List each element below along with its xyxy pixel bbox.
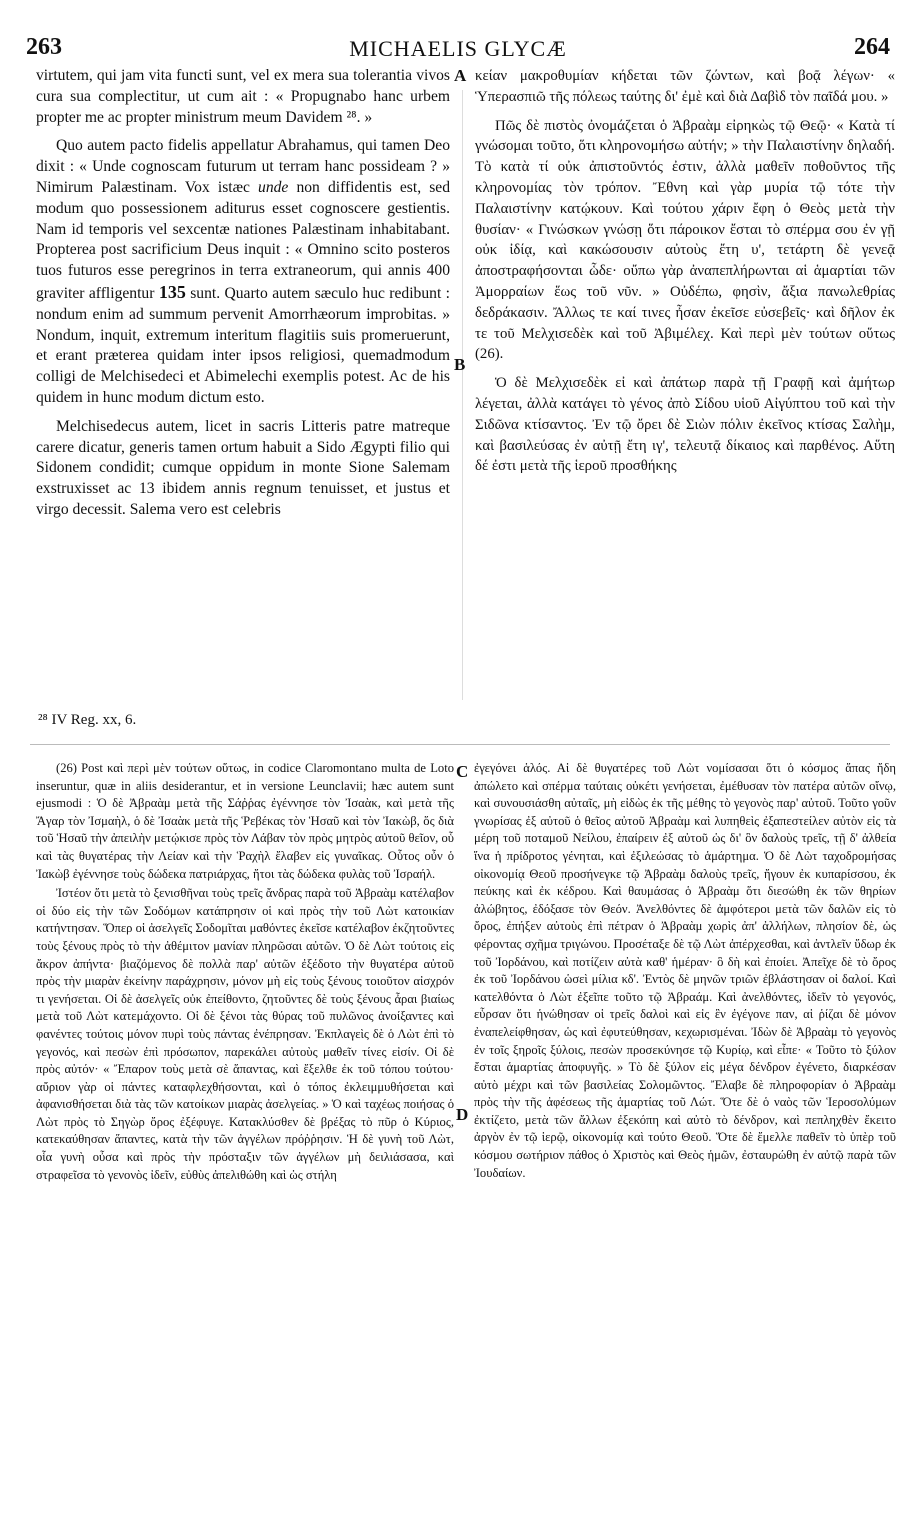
latin-column	[36, 66, 450, 702]
latin-p2-text-a: Quo autem pacto fidelis appellatur Abrahamus, qui tamen Deo dixit : « Unde cognoscam futurum ut terram hanc possideam ? » Nimirum Palæstinam. Vox istæc	[36, 137, 450, 196]
margin-letter-a: A	[454, 66, 467, 85]
latin-p2-text-c: sunt. Quarto autem sæculo huc redibunt : nondum enim ad summum pervenit Amorrhæorum improbitas. » Nondum, inquit, extremum interitum flagitiis suis promeruerunt, et erant præterea quidam inter ipsos religiosi, quemadmodum colligi de Melchisedeci et Abimelechi exemplis potest. Ac de his quidem in hunc modum dictum esto.	[36, 284, 450, 406]
latin-p2-italic-word: unde	[258, 178, 289, 196]
latin-p2-text-b: non diffidentis est, sed modum quo possessionem aditurus esset cognoscere gestientis. Nam id temporis vel sexcentæ nationes Palæstinam inhabitabant. Propterea post sacrificium Deus inquit : « Omnino scito posteros tuos futuros esse peregrinos in terra extraneorum, qui annis 400 graviter affligentur	[36, 178, 450, 302]
note-paragraph-1: (26) Post καὶ περὶ μὲν τούτων οὕτως, in codice Claromontano multa de Loto inseruntur, quæ in aliis desiderantur, et in versione Leunclavii; hæc autem sunt ejusmodi : Ὁ δὲ Ἀβραὰμ μετὰ τῆς Σάῤῥας ἐγέννησε τὸν Ἰσαὰκ, καὶ μετὰ τῆς Ἄγαρ τὸν Ἰσμαὴλ, ὁ δὲ Ἰσαὰκ μετὰ τῆς Ῥεβέκας τὸν Ἡσαῦ καὶ τὸν Ἰακὼβ, ὅς διὰ τοῦ Ἡσαῦ τὴν ἀπειλὴν μετῴκισε πρὸς τὸν Λάβαν τὸν πρὸς μητρὸς αὐτοῦ θεῖον, οὗ καὶ τὰς θυγατέρας τὴν Λείαν καὶ τὴν Ῥαχὴλ ἔλαβεν εἰς γυναῖκας. Οὗτος οὖν ὁ Ἰακὼβ ἐγέννησε τοὺς δώδεκα πατριάρχας, ἤτοι τὰς δώδεκα φυλὰς τοῦ Ἰσραήλ.	[36, 761, 454, 881]
footnote: ²⁸ IV Reg. xx, 6.	[38, 712, 137, 728]
column-number: 135	[158, 281, 186, 302]
column-separator	[462, 90, 463, 700]
greek-paragraph-1: κείαν μακροθυμίαν κήδεται τῶν ζώντων, καὶ βοᾷ λέγων· « Ὑπερασπιῶ τῆς πόλεως ταύτης δι' ἐμὲ καὶ διὰ Δαβὶδ τὸν παῖδά μου. »	[475, 68, 895, 105]
page-header	[26, 34, 890, 68]
greek-paragraph-3: Ὁ δὲ Μελχισεδὲκ εἰ καὶ ἀπάτωρ παρὰ τῇ Γραφῇ καὶ ἀμήτωρ λέγεται, ἀλλὰ κατάγει τὸ γένος ἀπὸ Σίδου υἱοῦ Αἰγύπτου τοῦ καὶ τὴν Σιδῶνα κτίσαντος. Ἐν τῷ ὄρει δὲ Σιὼν πόλιν ἐκεῖνος κτίσας Σαλὴμ, καὶ βασιλεύσας ἐν αὐτῇ ἔτη ιγ', τελευτᾷ δίκαιος καὶ παρθένος. Αὕτη δέ ἐστι μετὰ τῆς ἱεροῦ προσθήκης	[475, 375, 895, 475]
margin-letter-b: B	[454, 355, 466, 374]
latin-paragraph-2	[36, 136, 450, 408]
greek-paragraph-2: Πῶς δὲ πιστὸς ὀνομάζεται ὁ Ἀβραὰμ εἰρηκὼς τῷ Θεῷ· « Κατὰ τί γνώσομαι τοῦτο, ὅτι κληρονομήσω αὐτήν; » τὴν Παλαιστίνην δηλαδή. Τὸ κατὰ τί οὐκ ἀπιστοῦντός ἐστιν, ἀλλὰ μαθεῖν ποθοῦντος τῆς κληρονομίας τὸν τρόπον. Ἔθνη καὶ γὰρ μυρία τῷ τότε τὴν Παλαιστίνην κατῴκουν. Καὶ τούτου χάριν ἔφη ὁ Θεὸς μετὰ τὴν θυσίαν· « Γινώσκων γνώσῃ ὅτι πάροικον ἔσται τὸ σπέρμα σου ἐν γῇ οὐκ ἰδίᾳ, καὶ κακώσουσιν αὐτοὺς ἔτη υ', τετάρτη δὲ γενεᾷ ἀποστραφήσονται ὧδε· οὔπω γὰρ ἀναπεπλήρωνται αἱ ἁμαρτίαι τῶν Ἀμορραίων ἕως τοῦ νῦν. » Οὐδέπω, φησὶν, ἄξια πανωλεθρίας δεδράκασιν. Ἄλλως τε καί τινες ἦσαν ἐκεῖσε εὐσεβεῖς· καὶ δῆλον ἐκ τε τοῦ Μελχισεδὲκ καὶ τοῦ Ἀβιμέλεχ. Καὶ περὶ μὲν τούτων οὕτως (26).	[475, 117, 895, 363]
margin-letter-c: C	[456, 762, 469, 781]
note-paragraph-3: ἐγεγόνει ἁλός. Αἱ δὲ θυγατέρες τοῦ Λὼτ νομίσασαι ὅτι ὁ κόσμος ἅπας ἤδη ἀπώλετο καὶ σπέρμα ταύταις οὐκέτι γενήσεται, ἐμέθυσαν τὸν πατέρα αὐτῶν οἴνῳ, καὶ συνουσιάσθη αὐταῖς, μὴ εἰδὼς ἐκ τῆς μέθης τὸ γεγονὸς παρ' αὐτοῦ. Τοῦτο γοῦν γνωρίσας ἐξ αὐτοῦ ὁ θεῖος αὐτοῦ Ἀβραὰμ καὶ λυπηθεὶς ἐξαπεστείλεν αὐτὸν εἰς τὰ μέρη τοῦ ποταμοῦ Νείλου, ἐπαίρειν ἐξ αὐτοῦ ὡς δι' ὃν δαλοὺς τρεῖς, τῇ δ' ἀλθεία ἵνα ἡ πρίδροτος γένηται, καὶ ἐξιλεώσας τὸ ἁμάρτημα. Ὁ δὲ Λὼτ ταχοδρομήσας οἰκονομίᾳ Θεοῦ προσήνεγκε τῷ Ἀβραὰμ δαλοὺς τρεῖς, ἤγουν ἐκ κυπαρίσσου, ἐκ πεύκης καὶ ἐκ κέδρου. Καὶ θαυμάσας ὁ Ἀβραὰμ ὅτι διεσώθη ἐκ τῶν θηρίων ἀλώβητος, ἐδόξασε τὸν Θεόν. Ἀνελθόντες δὲ ἀμφότεροι μετὰ τῶν δαλῶν εἰς τὸ ὄρος, ἐπήξεν αὐτοὺς ἐπὶ πέτραν ὁ Ἀβραὰμ χωρὶς ἀπ' ἀλλήλων, πλησίον δὲ, ὡς φέροντας σχῆμα τριγώνου. Προσέταξε δὲ τῷ Λὼτ ἀπέρχεσθαι, καὶ ἀντλεῖν ὕδωρ ἐκ τοῦ Ἰορδάνου, καὶ ποτίζειν αὐτὰ καθ' ἡμέραν· ὃ δὴ καὶ ἐποίει. Ἀπεῖχε δὲ τὸ ὄρος ἐκ τοῦ Ἰορδάνου ὡσεὶ μίλια κδ'. Ἐντὸς δὲ μηνῶν τριῶν ἐβλάστησαν οἱ δαλοί. Καὶ κατελθόντα ὁ Λὼτ ἐξεῖπε τοῦτο τῷ Ἀβραάμ. Καὶ ἀνελθόντες, ἰδεῖν τὸ γεγονός, εὗρσαν ὅτι ἡνώθησαν οἱ τρεῖς δαλοὶ καὶ εἰς ἓν ἐγέγονε παν, αἱ ῥίζαι δὲ μόνον ἐναπελείφθησαν, ὡς καὶ ἐφυτεύθησαν, κεχωρισμέναι. Ἰδὼν δὲ Ἀβραὰμ τὸ γεγονὸς ἐν τοῖς ξηροῖς ξύλοις, πεσὼν προσεκύνησε τῷ Κυρίῳ, καὶ εἶπε· « Τοῦτο τὸ ξύλον ἔσται ἁμαρτίας ἀποφυγῆς. » Τὸ δὲ ξύλον εἰς μέγα δένδρον ἐγένετο, διαρκέσαν αὐτὸ μέχρι καὶ τῶν βασιλείας Σολομῶντος. Ἔλαβε δὲ πληροφορίαν ὁ Ἀβραὰμ πρὸς τὴν τῆς ἀφέσεως τῆς ἁμαρτίας τοῦ Λώτ. Ὅτε δὲ ὁ ναὸς τῶν Ἱεροσολύμων ἐκτίζετο, μετὰ τῶν ἄλλων ἐξεκόπη καὶ αὐτὸ τὸ δένδρον, καὶ πεπληχθὲν ἔκειτο ἀργὸν ἐν τῷ ἱερῷ, οἰκονομίᾳ καὶ τούτο Θεοῦ. Ὅτε δὲ ἔμελλε παθεῖν τὸ ὑπὲρ τοῦ κόσμου σωτήριον πάθος ὁ Χριστὸς καὶ Θεὸς ἡμῶν, ἐσταυρώθη ἐν αὐτῷ παρὰ τῶν Ἰουδαίων.	[474, 761, 896, 1180]
section-rule	[30, 744, 890, 745]
latin-paragraph-1: virtutem, qui jam vita functi sunt, vel ex mera sua tolerantia vivos cura sua complectitur, ut cum ait : « Propugnabo hanc urbem propter me ac propter ministrum meum Davidem ²⁸. »	[36, 67, 450, 126]
greek-column	[475, 66, 895, 702]
page-number-right: 264	[854, 34, 890, 60]
notes-left-column	[36, 760, 454, 1500]
notes-right-column	[474, 760, 896, 1500]
margin-letter-d: D	[456, 1105, 469, 1124]
latin-paragraph-3: Melchisedecus autem, licet in sacris Litteris patre matreque carere dicatur, generis tamen ortum habuit a Sido Ægypti filio qui Sidonem condidit; cumque oppidum in monte Sione Salemam exstruxisset ac 13 ibidem annis regnum tenuisset, et justus et virgo decessit. Salema vero est celebris	[36, 417, 450, 518]
running-title: MICHAELIS GLYCÆ	[349, 36, 567, 61]
page-number-left: 263	[26, 34, 62, 60]
note-paragraph-2: Ἰστέον ὅτι μετὰ τὸ ξενισθῆναι τοὺς τρεῖς ἄνδρας παρὰ τοῦ Ἀβραὰμ κατέλαβον οἱ δύο εἰς τὴν τῶν Σοδόμων κατάπρησιν οἱ καὶ πρὸς τὴν τοῦ Λὼτ κατοικίαν κατήντησαν. Ὅπερ οἱ ἀσελγεῖς Σοδομῖται μαθόντες ἐκεῖσε κατέλαβον ἐκζητοῦντες τοὺς ξένους πρὸς τὸ τὴν ἀθέμιτον μανίαν πληρῶσαι αὐτῶν. Ὁ δὲ Λὼτ τούτοις εἰς ἄκρον ἀπήντα· βιαζόμενος δὲ πολλὰ παρ' αὐτῶν ἐξέδοτο τὴν θυγατέρα αὐτοῦ πρὸς τὴν μιαρὰν ἐκείνην παράχρησιν, μόνον μὴ εἰς τοὺς ξένους τοιοῦτον αἰσχρόν τι γενήσεται. Οἱ δὲ ἀσελγεῖς οὐκ ἐπείθοντο, ζητοῦντες δὲ τοὺς ξένους ἆραι βιαίως μετὰ τοῦ Λὼτ κατεμάχοντο. Οἱ δὲ ξένοι τὰς θύρας τοῦ πυλῶνος ἀνοίξαντες καὶ φανέντες τούτοις μόνον πυρὶ τοὺς πάντας ἐνέπρησαν. Ἐκπλαγεὶς δὲ ὁ Λὼτ ἐπὶ τὸ γεγονός, καὶ πεσὼν ἐπὶ πρόσωπον, παρεκάλει αὐτοὺς μαθεῖν τίνες εἰσίν. Οἱ δὲ πρὸς αὐτόν· « Ἔπαρον τοὺς μετὰ σὲ ἅπαντας, καὶ ἔξελθε ἐκ τοῦ τόπου τούτου· αὔριον γὰρ οἱ πάντες καταφλεχθήσονται, καὶ ὁ τόπος ἐκλειμμυθήσεται καὶ ἀφανισθήσεται διὰ τὰς τῶν κατοίκων μιαρὰς ἀσελγείας. » Ὁ καὶ ταχέως ποιήσας ὁ Λὼτ πρὸς τὸ Σηγὼρ ὄρος ἐξέφυγε. Κατακλύσθεν δὲ βρέξας τὸ πῦρ ὁ Κύριος, κατεκαύθησαν ἅπαντες, κατὰ τὴν τῶν ἀγγέλων πρόῤῥησιν. Ἡ δὲ γυνὴ τοῦ Λὼτ, οἷα γυνὴ οὖσα καὶ πρὸς τὴν πρόσταξιν τῶν ἀγγέλων μὴ δειλιάσασα, καὶ στραφεῖσα τὸ γενονὸς ἰδεῖν, εὐθὺς ἀπελιθώθη καὶ ὡς στήλη	[36, 886, 454, 1182]
